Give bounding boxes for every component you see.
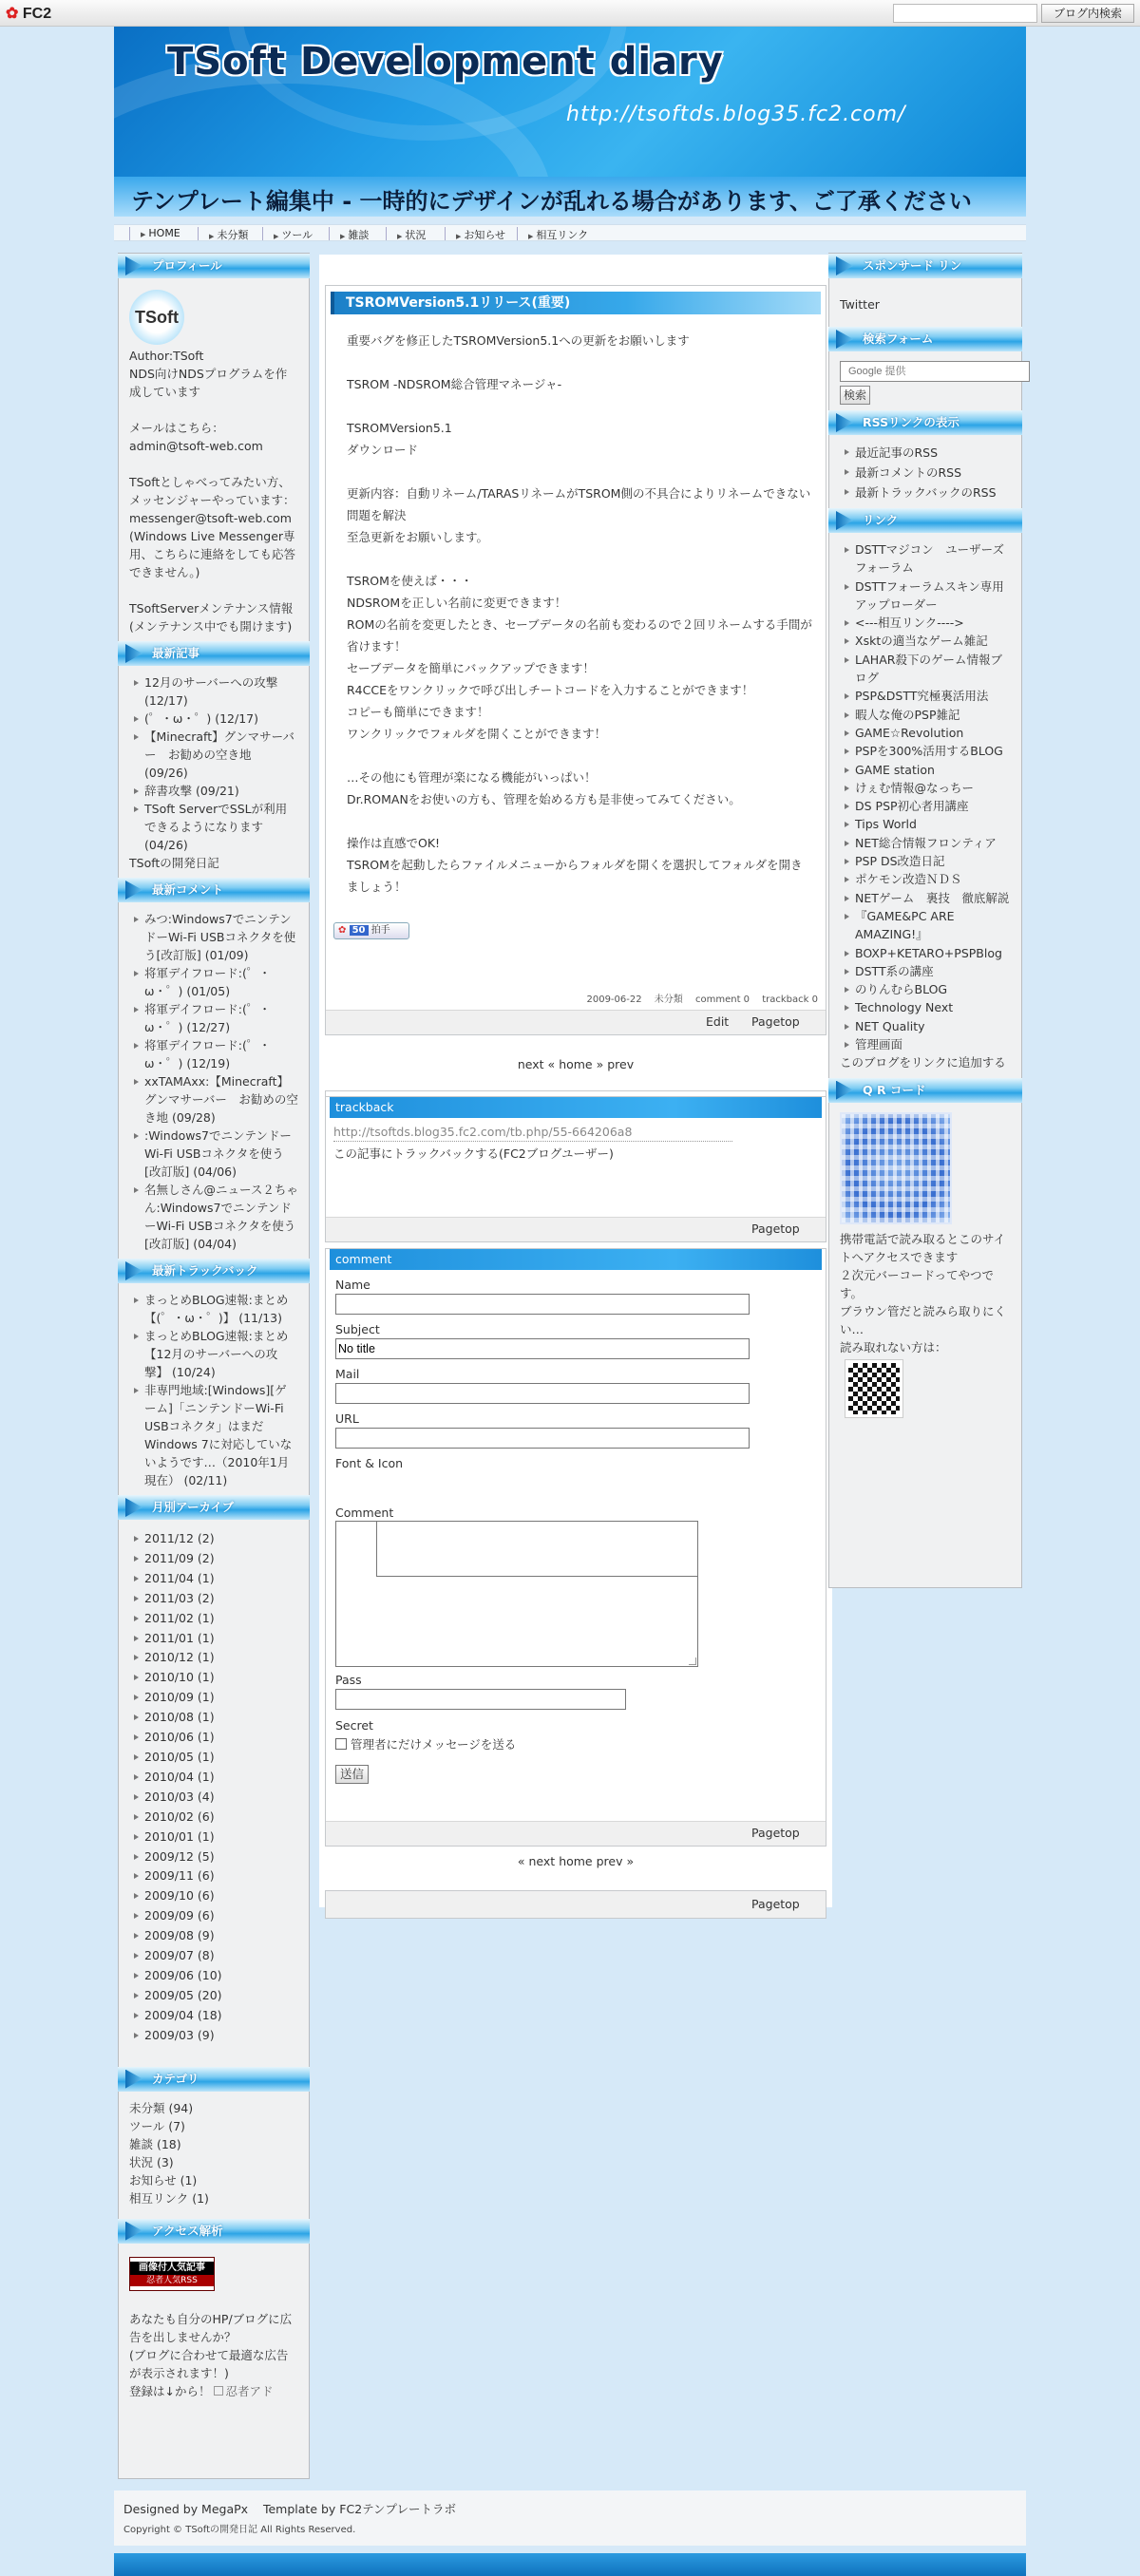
recent-entries-heading: 最新記事 [118,641,310,666]
list-item[interactable]: 将軍デイフロード:(゜・ω・゜) (12/19) [129,1036,298,1072]
entry-meta [577,991,818,1005]
category-link[interactable]: 状況 (3) [129,2154,174,2169]
list-item[interactable]: DS PSP初心者用講座 [840,797,1011,815]
list-item[interactable]: 2009/03 (9) [129,2026,298,2046]
comment-form [325,1248,826,1847]
list-item[interactable]: DSTTフォーラムスキン専用アップローダー [840,578,1011,615]
qr-text: 読み取れない方は： [840,1339,947,1354]
qr-code-heading: Q R コード [828,1078,1022,1103]
font-icon-label: Font & Icon [335,1456,404,1470]
footer-bar [114,2553,1026,2576]
list-item[interactable]: けぇむ情報@なっちー [840,779,1011,797]
maintenance-notice: テンプレート編集中 - 一時的にデザインが乱れる場合があります、ご了承ください [114,177,1026,217]
list-item[interactable]: PSPを300%活用するBLOG [840,742,1011,760]
comment-heading: comment [330,1249,822,1270]
list-item[interactable]: 2009/06 (10) [129,1966,298,1986]
profile-line: (Windows Live Messenger専用、こちらに連絡をしても応答できません。) [129,529,296,579]
secret-label: Secret [335,1718,373,1733]
trackback-heading: trackback [330,1097,822,1118]
google-search-input[interactable] [840,361,1030,382]
list-item[interactable]: まっとめBLOG速報:まとめ【(゜・ω・゜)】 (11/13) [129,1291,298,1327]
list-item[interactable]: 2009/12 (5) [129,1847,298,1867]
rss-heading: RSSリンクの表示 [828,410,1022,435]
list-item[interactable]: 名無しさん@ニュース２ちゃん:Windows7でニンテンドーWi-Fi USBコネクタを使う[改訂版] (04/04) [129,1181,298,1253]
list-item[interactable]: 2010/06 (1) [129,1728,298,1748]
site-title[interactable]: TSoft Development diary [167,40,724,84]
download-link[interactable]: ダウンロード [347,443,419,457]
comment-textarea[interactable] [335,1521,698,1667]
links-list [840,540,1011,1053]
profile-line: Author:TSoft [129,349,204,363]
entry-category[interactable]: 未分類 [654,994,683,1005]
recent-comments-list [129,910,298,1253]
add-link-link[interactable]: このブログをリンクに追加する [840,1055,1006,1070]
pagetop-link[interactable]: Pagetop [751,1014,800,1029]
entry-pager [319,1057,832,1071]
nav-links[interactable]: ▶ 相互リンク [528,229,589,241]
nav-uncategorized[interactable]: ▶ 未分類 [209,229,249,241]
list-item[interactable]: LAHAR殺下のゲーム情報ブログ [840,651,1011,688]
rss-trackbacks-link[interactable]: 最新トラックバックのRSS [840,483,1011,502]
category-link[interactable]: ツール (7) [129,2118,185,2133]
copyright: Copyright © TSoftの開発日記 All Rights Reserved. [124,2525,356,2535]
list-item[interactable]: 2010/04 (1) [129,1768,298,1788]
site-header [114,27,1026,177]
nav-home[interactable]: ▶ HOME [141,227,180,239]
rss-comments-link[interactable]: 最新コメントのRSS [840,463,1011,483]
list-item[interactable]: Xsktの適当なゲーム雑記 [840,632,1011,650]
home-link[interactable]: home [559,1057,593,1071]
name-input[interactable] [335,1294,750,1315]
recent-trackbacks-list [129,1291,298,1489]
list-item[interactable]: みつ:Windows7でニンテンドーWi-Fi USBコネクタを使う[改訂版] (01/09) [129,910,298,964]
list-item[interactable]: まっとめBLOG速報:まとめ【12月のサーバーへの攻撃】 (10/24) [129,1327,298,1381]
bottom-pager [319,1854,832,1868]
list-item[interactable]: 管理画面 [840,1035,1011,1053]
list-item[interactable]: TSoft ServerでSSLが利用できるようになります (04/26) [129,800,298,854]
list-item[interactable]: 2011/01 (1) [129,1629,298,1649]
list-item[interactable]: Tips World [840,815,1011,833]
list-item[interactable]: 将軍デイフロード:(゜・ω・゜) (12/27) [129,1000,298,1036]
nav-status[interactable]: ▶ 状況 [397,229,427,241]
list-item[interactable]: 非専門地域:[Windows][ゲーム]「ニンテンドーWi-Fi USBコネクタ」はまだWindows 7に対応していないようです…（2010年1月現在） (02/11) [129,1381,298,1489]
secret-option: 管理者にだけメッセージを送る [335,1735,516,1752]
pagetop-link[interactable]: Pagetop [751,1897,800,1911]
search-form-heading: 検索フォーム [828,327,1022,351]
rss-entries-link[interactable]: 最近記事のRSS [840,443,1011,463]
list-item[interactable]: 2010/03 (4) [129,1788,298,1808]
entry-comment-count[interactable]: comment 0 [694,994,750,1005]
list-item[interactable]: 2010/02 (6) [129,1808,298,1828]
right-sidebar [828,253,1022,1588]
list-item[interactable]: 2009/05 (20) [129,1986,298,2006]
list-item[interactable]: 2010/10 (1) [129,1668,298,1688]
profile-line: TSoftとしゃべってみたい方、メッセンジャーやっています： [129,475,295,507]
clap-icon: ✿ [338,925,347,936]
trackback-url[interactable]: http://tsoftds.blog35.fc2.com/tb.php/55-664206a8 [333,1124,732,1142]
list-item[interactable]: 2009/04 (18) [129,2006,298,2026]
entry-body: 重要バグを修正したTSROMVersion5.1への更新をお願いします TSROM -NDSROM総合管理マネージャ- TSROMVersion5.1 ダウンロード 更新内容：自動リネーム/TARASリネームがTSROM側の不具合によりリネームできない問題を解決 至急更新をお願いします。 TSROMを使えば・・・ NDSROMを正しい名前に変更できます！ ROMの名前を変更したとき、セーブデータの名前も変わるので２回リネームする手間が省けます！ セーブデータを簡単にバックアップできます！ R4CCEをワンクリックで呼び出しチートコードを入力することができます！ コピーも簡単にできます！ ワンクリックでフォルダを開くことができます！ …その他にも管理が楽になる機能がいっぱい！ Dr.ROMANをお使いの方も、管理を始める方も是非使ってみてください。 操作は直感でOK! TSROMを起動したらファイルメニューからフォルダを開くを選択してフォルダを開きましょう！ [347,333,812,894]
ad-text: 登録は↓から！ 忍者アド [129,2383,274,2398]
comment-label: Comment [335,1506,394,1520]
ninja-rss-banner[interactable]: 画像付人気記事 忍者人気RSS [129,2257,215,2291]
edit-link[interactable]: Edit [706,1014,730,1029]
search-button[interactable]: 検索 [840,386,870,405]
list-item[interactable]: 2011/09 (2) [129,1549,298,1569]
list-item[interactable]: 2010/01 (1) [129,1828,298,1847]
recent-trackbacks-heading: 最新トラックバック [118,1259,310,1283]
page-bottom-bar [325,1890,826,1919]
nav-tools[interactable]: ▶ ツール [274,229,314,241]
profile-line: メールはこちら： [129,421,224,435]
pagetop-link[interactable]: Pagetop [751,1826,800,1840]
links-heading: リンク [828,508,1022,533]
list-item[interactable]: のりんむらBLOG [840,980,1011,998]
fc2-logo[interactable]: ✿ FC2 [6,6,52,22]
qr-code-small [846,1360,902,1417]
entry-trackback-count[interactable]: trackback 0 [762,994,818,1005]
ad-text: (ブログに合わせて最適な広告が表示されます！) [129,2347,289,2380]
entry-title[interactable]: TSROMVersion5.1リリース(重要) [331,292,821,314]
list-item[interactable]: GAME☆Revolution [840,724,1011,742]
password-input[interactable] [335,1689,626,1710]
next-link[interactable]: « next [517,1854,556,1868]
avatar: TSoft [129,290,184,345]
profile-body [119,278,309,641]
list-item[interactable]: 2011/03 (2) [129,1589,298,1609]
name-label: Name [335,1278,370,1292]
list-item[interactable]: <---相互リンク----> [840,614,1011,632]
clap-button[interactable]: ✿ 50 拍手 [333,922,409,939]
qr-text: 携帯電話で読み取るとこのサイトへアクセスできます [840,1231,1006,1264]
profile-messenger: messenger@tsoft-web.com [129,511,292,525]
list-item[interactable]: 将軍デイフロード:(゜・ω・゜) (01/05) [129,964,298,1000]
list-item[interactable]: 2009/10 (6) [129,1886,298,1906]
qr-text: ２次元バーコードってやつです。 [840,1267,995,1300]
blog-search-button[interactable]: ブログ内検索 [1041,4,1134,23]
category-link[interactable]: お知らせ (1) [129,2172,198,2188]
entry-date: 2009-06-22 [586,994,642,1005]
list-item[interactable]: 2011/02 (1) [129,1609,298,1629]
list-item[interactable]: Technology Next [840,998,1011,1016]
list-item[interactable]: GAME station [840,761,1011,779]
list-item[interactable]: (゜・ω・゜) (12/17) [129,710,298,728]
list-item[interactable]: PSP&DSTT究極裏活用法 [840,687,1011,705]
list-item[interactable]: 2010/08 (1) [129,1708,298,1728]
sponsored-heading: スポンサード リン [828,254,1022,278]
profile-line: NDS向けNDSプログラムを作成しています [129,367,288,399]
categories-heading: カテゴリ [118,2067,310,2092]
global-nav [114,224,1026,241]
list-item[interactable]: 2011/12 (2) [129,1529,298,1549]
blog-entry [325,285,826,1035]
mail-input[interactable] [335,1383,750,1404]
profile-heading: プロフィール [118,254,310,278]
home-link[interactable]: home [559,1854,593,1868]
list-item[interactable]: ポケモン改造ＮＤＳ [840,870,1011,888]
list-item[interactable]: NET Quality [840,1017,1011,1035]
list-item[interactable]: 2009/11 (6) [129,1866,298,1886]
ninja-ad-image[interactable]: 忍者アド [214,2384,273,2398]
qr-text: ブラウン管だと読みら取りにくい… [840,1303,1007,1336]
nav-news[interactable]: ▶ お知らせ [456,229,506,241]
url-input[interactable] [335,1428,750,1449]
subject-label: Subject [335,1322,380,1336]
list-item[interactable]: :Windows7でニンテンドーWi-Fi USBコネクタを使う[改訂版] (04/06) [129,1127,298,1181]
mail-label: Mail [335,1367,360,1381]
pass-label: Pass [335,1673,362,1687]
next-link[interactable]: next « [517,1057,556,1071]
blog-search-input[interactable] [893,4,1037,23]
category-link[interactable]: 雑談 (18) [129,2136,181,2151]
list-item[interactable]: 2009/08 (9) [129,1926,298,1946]
submit-button[interactable]: 送信 [335,1765,369,1784]
list-item[interactable]: 暇人な俺のPSP雑記 [840,706,1011,724]
list-item[interactable]: NETゲーム 裏技 徹底解説 [840,889,1011,907]
category-link[interactable]: 相互リンク (1) [129,2190,209,2206]
list-item[interactable]: 2009/09 (6) [129,1906,298,1926]
blog-name-link[interactable]: TSoftの開発日記 [129,856,219,870]
twitter-link[interactable]: Twitter [840,297,880,312]
list-item[interactable]: 辞書攻撃 (09/21) [129,782,298,800]
category-link[interactable]: 未分類 (94) [129,2100,194,2115]
profile-line: TSoftServerメンテナンス情報 [129,601,294,616]
url-label: URL [335,1411,359,1426]
recent-comments-heading: 最新コメント [118,878,310,902]
qr-code-image [840,1112,952,1224]
archives-list [129,1529,298,2046]
archives-heading: 月別アーカイブ [118,1495,310,1520]
list-item[interactable]: DSTTマジコン ユーザーズフォーラム [840,540,1011,578]
list-item[interactable]: BOXP+KETARO+PSPBlog [840,944,1011,962]
trackback-box [325,1096,826,1242]
trackback-link[interactable]: この記事にトラックバックする(FC2ブログユーザー) [333,1146,614,1161]
profile-email: admin@tsoft-web.com [129,439,263,453]
list-item[interactable]: PSP DS改造日記 [840,852,1011,870]
ad-text: あなたも自分のHP/ブログに広告を出しませんか？ [129,2311,293,2344]
pagetop-link[interactable]: Pagetop [751,1222,800,1236]
list-item[interactable]: xxTAMAxx:【Minecraft】グンマサーバー お勧めの空き地 (09/28) [129,1072,298,1127]
list-item[interactable]: 【Minecraft】グンマサーバー お勧めの空き地 (09/26) [129,728,298,782]
access-analysis-heading: アクセス解析 [118,2219,310,2244]
main-content [319,255,832,1911]
list-item[interactable]: 2010/09 (1) [129,1688,298,1708]
profile-line: (メンテナンス中でも開けます) [129,619,293,634]
nav-chat[interactable]: ▶ 雑談 [340,229,370,241]
list-item[interactable]: 2010/05 (1) [129,1748,298,1768]
site-footer [114,2491,1026,2546]
list-item[interactable]: NET総合情報フロンティア [840,834,1011,852]
list-item[interactable]: 12月のサーバーへの攻撃 (12/17) [129,673,298,710]
list-item[interactable]: DSTT系の講座 [840,962,1011,980]
recent-entries-list [129,673,298,854]
designer-credit[interactable]: Designed by MegaPx [124,2502,249,2516]
fc2-toolbar [0,0,1140,27]
site-url: http://tsoftds.blog35.fc2.com/ [566,103,906,126]
resize-handle-icon[interactable] [689,1657,696,1665]
list-item[interactable]: 2009/07 (8) [129,1946,298,1966]
list-item[interactable]: 2011/04 (1) [129,1569,298,1589]
subject-input[interactable] [335,1338,750,1359]
prev-link[interactable]: » prev [596,1057,635,1071]
list-item[interactable]: 2010/12 (1) [129,1648,298,1668]
prev-link[interactable]: prev » [596,1854,635,1868]
secret-checkbox[interactable] [335,1738,347,1750]
list-item[interactable]: 『GAME&PC ARE AMAZING!』 [840,907,1011,944]
left-sidebar [118,253,310,2479]
template-credit[interactable]: Template by FC2テンプレートラボ [262,2502,457,2516]
